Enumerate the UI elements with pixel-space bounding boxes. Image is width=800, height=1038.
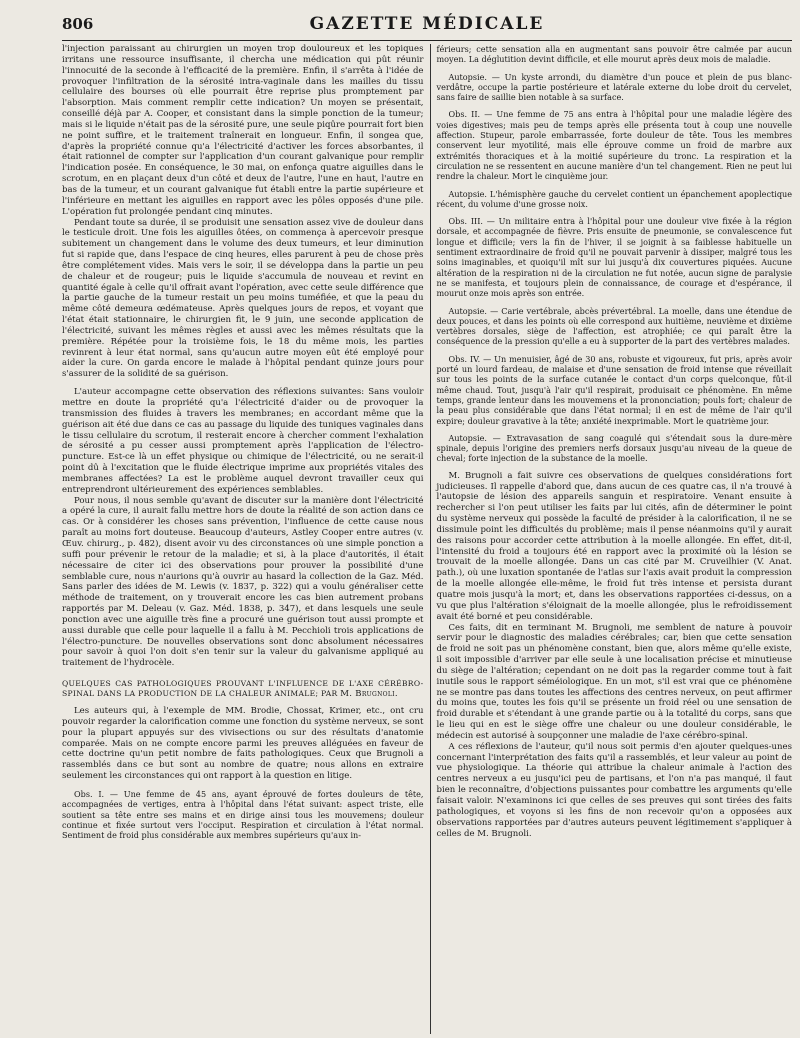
article-author: M. Brugnoli. bbox=[340, 689, 398, 700]
paragraph: férieurs; cette sensation alla en augmentant sans pouvoir être calmée par aucun moyen. La déglutition devint difficile, et elle mourut après deux mois de maladie. bbox=[436, 44, 792, 65]
paragraph: l'injection paraissant au chirurgien un moyen trop douloureux et les topiques irritans une ressource insuffisante, il chercha une médication qui pût réunir l'innocuité de la seconde à l'efficacité de la première. Enfin, il s'arrêta à l'idée de provoquer l'infiltration de la sérosité intra-vaginale dans les mailles du tissu cellulaire des bourses où elle pourrait être reprise plus promptement par l'absorption. Mais comment remplir cette indication? Un moyen se présentait, conseillé déjà par A. Cooper, et consistant dans la simple ponction de la tumeur; mais si le liquide n'était pas de la sérosité pure, une seule piqûre pourrait fort bien ne point suffire, et le traitement traînerait en longueur. Enfin, il songea que, d'après la propriété connue qu'a l'électricité d'activer les forces absorbantes, il était rationnel de compter sur l'application d'un courant galvanique pour remplir l'indication posée. En conséquence, le 30 mai, on enfonça quatre aiguilles dans le scrotum, en en plaçant deux d'un côté et deux de l'autre, l'une en haut, l'autre en bas de la tumeur, et un courant galvanique fut établi entre la partie supérieure et l'inférieure en mettant les aiguilles en rapport avec les pôles opposés d'une pile. L'opération fut prolongée pendant cinq minutes. bbox=[62, 44, 424, 217]
right-column bbox=[431, 44, 793, 1034]
paragraph: A ces réflexions de l'auteur, qu'il nous soit permis d'en ajouter quelques-unes concernant l'interprétation des faits qu'il a rassemblés, et leur valeur au point de vue physiologique. La théorie qui attribue la chaleur animale à l'action des centres nerveux a eu jusqu'ici peu de partisans, et l'on n'a pas manqué, il faut bien le reconnaître, d'objections puissantes pour combattre les arguments qu'elle faisait valoir. N'examinons ici que celles de ses preuves qui sont tirées des faits pathologiques, et voyons si les fins de non recevoir qu'on a opposées aux observations rapportées par d'autres auteurs peuvent légitimement s'appliquer à celles de M. Brugnoli. bbox=[436, 741, 792, 839]
page-number: 806 bbox=[62, 15, 94, 33]
paragraph: Ces faits, dit en terminant M. Brugnoli, me semblent de nature à pouvoir servir pour le diagnostic des maladies cérébrales; car, bien que cette sensation de froid ne soit pas un phénomène constant, bien que, alors même qu'elle existe, il soit impossible d'arriver par elle seule à une localisation précise et minutieuse du siège de l'altération; cependant on ne doit pas la regarder comme tout à fait inutile sous le rapport séméiologique. En un mot, s'il est vrai que ce phénomène ne se montre pas dans toutes les affections des centres nerveux, on peut affirmer du moins que, toutes les fois qu'il se présente un froid réel ou une sensation de froid durable et s'étendant à une grande partie ou à la totalité du corps, sans que le lieu qui en est le siège offre une chaleur ou une douleur considérable, le médecin est autorisé à soupçonner une maladie de l'axe cérébro-spinal. bbox=[436, 622, 792, 741]
paragraph: Obs. I. — Une femme de 45 ans, ayant éprouvé de fortes douleurs de tête, accompagnées de vertiges, entra à l'hôpital dans l'état suivant: aspect triste, elle soutient sa tête entre ses mains et en dirige ainsi tous les mouvemens; douleur continue et fixée surtout vers l'occiput. Respiration et circulation à l'état normal. Sentiment de froid plus considérable aux membres supérieurs qu'aux in- bbox=[62, 789, 424, 841]
paragraph: Autopsie. — Carie vertébrale, abcès prévertébral. La moelle, dans une étendue de deux pouces, et dans les points où elle correspond aux huitième, neuvième et dixième vertèbres dorsales, siège de l'affection, est atrophiée; ce qui paraît être la conséquence de la pression qu'elle a eu à supporter de la part des vertèbres malades. bbox=[436, 305, 792, 347]
running-title: GAZETTE MÉDICALE bbox=[309, 14, 545, 34]
paragraph: Les auteurs qui, à l'exemple de MM. Brodie, Chossat, Krimer, etc., ont cru pouvoir regarder la calorification comme une fonction du système nerveux, se sont pour la plupart appuyés sur des vivisections ou sur des résultats d'anatomie comparée. Mais on ne compte encore parmi les preuves alléguées en faveur de cette doctrine qu'un petit nombre de faits pathologiques. Ceux que Brugnoli a rassemblés dans ce but sont au nombre de quatre; nous allons en extraire seulement les circonstances qui ont rapport à la question en litige. bbox=[62, 706, 424, 782]
article-heading bbox=[62, 679, 424, 699]
two-column-body bbox=[62, 44, 792, 1034]
paragraph: Pour nous, il nous semble qu'avant de discuter sur la manière dont l'électricité a opéré la cure, il aurait fallu mettre hors de doute la réalité de son action dans ce cas. Or à considérer les choses sans prévention, l'influence de cette cause nous paraît au moins fort douteuse. Beaucoup d'auteurs, Astley Cooper entre autres (v. Œuv. chirurg., p. 482), disent avoir vu des circonstances où une simple ponction a suffi pour prévenir le retour de la maladie; et si, à la place d'autorités, il était nécessaire de citer ici des observations pour prouver la possibilité d'une semblable cure, nous n'aurions qu'à ouvrir au hasard la collection de la Gaz. Méd. Sans parler des idées de M. Lewis (v. 1837, p. 322) qui a voulu généraliser cette méthode de traitement, on y trouverait encore les cas bien autrement probans rapportés par M. Deleau (v. Gaz. Méd. 1838, p. 347), et dans lesquels une seule ponction avec une aiguille très fine a procuré une guérison tout aussi prompte et aussi durable que celle pour laquelle il a fallu à M. Pecchioli trois applications de l'électro-puncture. De nouvelles observations sont donc absolument nécessaires pour savoir à quoi l'on doit s'en tenir sur la valeur du galvanisme appliqué au traitement de l'hydrocèle. bbox=[62, 495, 424, 669]
paragraph: L'auteur accompagne cette observation des réflexions suivantes: Sans vouloir mettre en doute la propriété qu'a l'électricité d'aider ou de provoquer la transmission des fluides à travers les membranes; en accordant même que la guérison ait été due dans ce cas au passage du liquide des tuniques vaginales dans le tissu cellulaire du scrotum, il resterait encore à chercher comment l'exhalation de sérosité a pu cesser aussi promptement après l'application de l'électro-puncture. Est-ce là un effet physique ou chimique de l'électricité, ou ne serait-il point dû à l'excitation que le fluide électrique imprime aux propriétés vitales des membranes affectées? La est le problème auquel devront travailler ceux qui entreprendront ultérieurement des expériences semblables. bbox=[62, 387, 424, 495]
paragraph: Autopsie. L'hémisphère gauche du cervelet contient un épanchement apoplectique récent, du volume d'une grosse noix. bbox=[436, 188, 792, 209]
paragraph: M. Brugnoli a fait suivre ces observations de quelques considérations fort judicieuses. Il rappelle d'abord que, dans aucun de ces quatre cas, il n'a trouvé à l'autopsie de lésion des appareils sanguin et respiratoire. Venant ensuite à rechercher si l'on peut utiliser les faits par lui cités, afin de déterminer le point du système nerveux qui possède la faculté de présider à la calorification, il ne se dissimule point les difficultés du problème; mais il pense néanmoins qu'il y aurait des raisons pour accorder cette attribution à la moelle allongée. En effet, dit-il, l'intensité du froid a toujours été en rapport avec la proximité où la lésion se trouvait de la moelle allongée. Dans un cas cité par M. Cruveilhier (V. Anat. path.), où une luxation spontanée de l'atlas sur l'axis avait produit la compression de la moelle allongée elle-même, le froid fut très intense et persista durant quatre mois jusqu'à la mort; et, dans les observations rapportées ci-dessus, on a vu que plus l'altération s'éloignait de la moelle allongée, plus le refroidissement avait été borné et peu considérable. bbox=[436, 470, 792, 622]
paragraph: Obs. II. — Une femme de 75 ans entra à l'hôpital pour une maladie légère des voies digestives; mais peu de temps après elle présenta tout à coup une nouvelle affection. Stupeur, parole embarrassée, forte douleur de tête. Tous les membres conservent leur myotilité, mais elle éprouve comme un froid de marbre aux extrémités thoraciques et à la moitié supérieure du tronc. La respiration et la circulation ne se ressentent en aucune manière d'un tel changement. Rien ne peut lui rendre la chaleur. Mort le cinquième jour. bbox=[436, 109, 792, 182]
paragraph: Autopsie. — Un kyste arrondi, du diamètre d'un pouce et plein de pus blanc-verdâtre, occupe la partie postérieure et latérale externe du lobe droit du cervelet, sans faire de saillie bien notable à sa surface. bbox=[436, 71, 792, 103]
left-column bbox=[62, 44, 431, 1034]
article-heading-text: QUELQUES CAS PATHOLOGIQUES PROUVANT L'INFLUENCE DE L'AXE CÉRÉBRO-SPINAL DANS LA PRODUCTION DE LA CHALEUR ANIMALE; PAR bbox=[62, 679, 424, 699]
paragraph: Autopsie. — Extravasation de sang coagulé qui s'étendait sous la dure-mère spinale, depuis l'origine des premiers nerfs dorsaux jusqu'au niveau de la queue de cheval; forte injection de la substance de la moelle. bbox=[436, 432, 792, 464]
paragraph: Obs. III. — Un militaire entra à l'hôpital pour une douleur vive fixée à la région dorsale, et accompagnée de fièvre. Pris ensuite de pneumonie, se convalescence fut longue et difficile; vers la fin de l'hiver, il se joignit à sa faiblesse habituelle un sentiment extraordinaire de froid qu'il ne pouvait parvenir à dissiper, malgré tous les soins imaginables, et quoiqu'il mît sur lui jusqu'à dix couvertures piquées. Aucune altération de la respiration ni de la circulation ne fut notée, aucun signe de paralysie ne se manifesta, et toujours plein de connaissance, de courage et d'espérance, il mourut onze mois après son entrée. bbox=[436, 216, 792, 299]
page-header bbox=[62, 14, 792, 41]
paragraph: Pendant toute sa durée, il se produisit une sensation assez vive de douleur dans le testicule droit. Une fois les aiguilles ôtées, on commença à apercevoir presque subitement un changement dans le volume des deux tumeurs, et leur diminution fut si rapide que, dans l'espace de cinq heures, elles parurent à peu de chose près être complétement vides. Mais vers le soir, il se développa dans la partie un peu de chaleur et de rougeur; puis le liquide s'accumula de nouveau et revint en quantité égale à celle qu'il offrait avant l'opération, avec cette seule différence que la partie gauche de la tumeur restait un peu moins tuméfiée, et que la peau du même côté demeura œdémateuse. Après quelques jours de repos, et voyant que l'état était stationnaire, le chirurgien fit, le 9 juin, une seconde application de l'électricité, suivant les mêmes règles et aussi avec les mêmes résultats que la première. Répétée pour la troisième fois, le 18 du même mois, les parties revinrent à leur état normal, sans qu'aucun autre moyen eût été employé pour aider la cure. On garda encore le malade à l'hôpital pendant quinze jours pour s'assurer de la solidité de sa guérison. bbox=[62, 217, 424, 380]
paragraph: Obs. IV. — Un menuisier, âgé de 30 ans, robuste et vigoureux, fut pris, après avoir porté un lourd fardeau, de malaise et d'une sensation de froid intense que réveillait sur tous les points de la surface cutanée le contact d'un corps quelconque, fût-il même chaud. Tout, jusqu'à l'air qu'il respirait, produisait ce phénomène. En même temps, grande lenteur dans les mouvemens et la prononciation; pouls fort; chaleur de la peau plus considérable que dans l'état normal; il en est de même de l'air qu'il expire; douleur gravative à la tête; anxiété inexprimable. Mort le quatrième jour. bbox=[436, 353, 792, 426]
